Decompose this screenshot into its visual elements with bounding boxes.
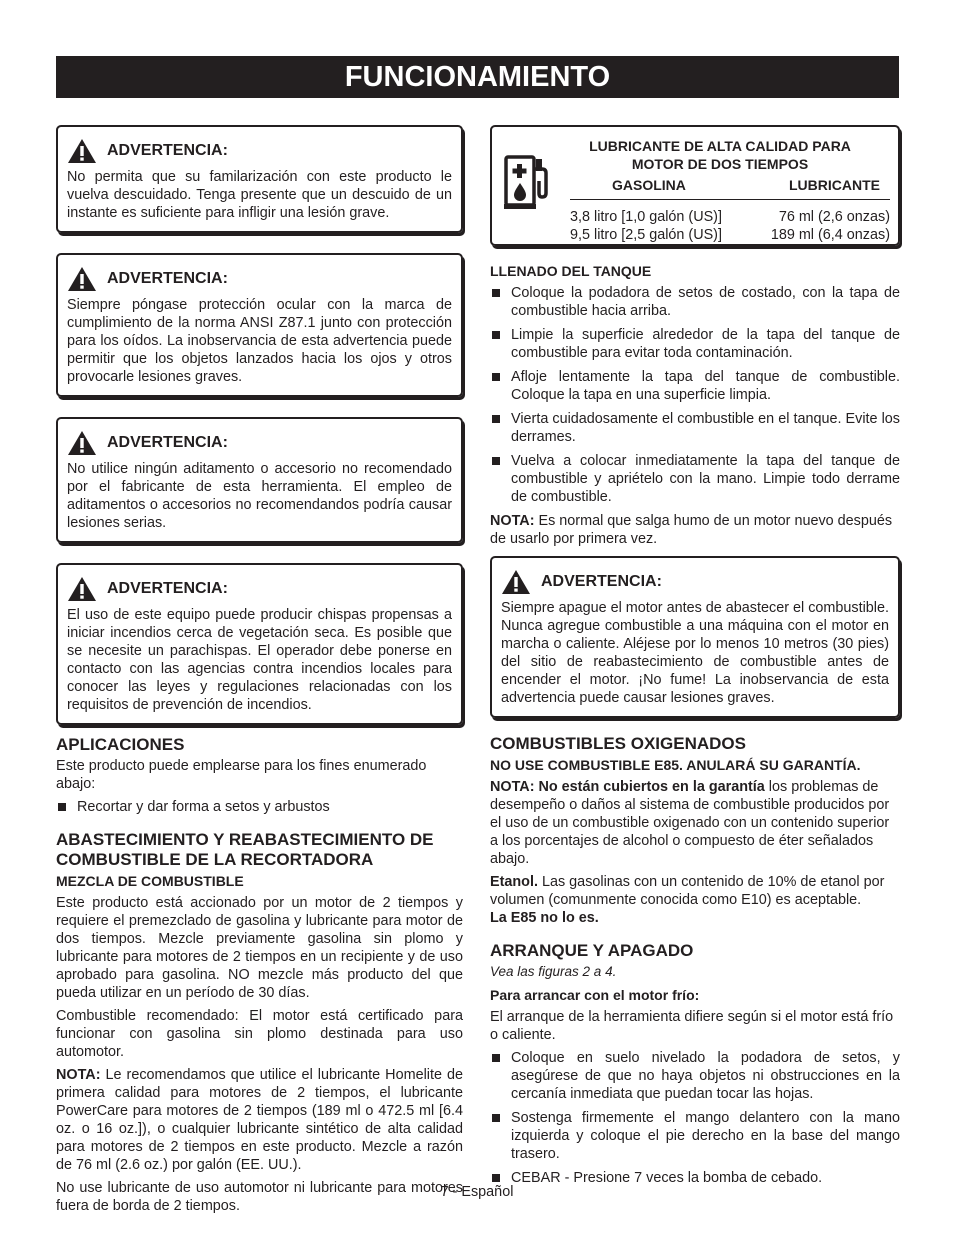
list-item: Sostenga firmemente el mango delantero con la mano izquierda y coloque el pie derecho en la base del mango trasero. bbox=[490, 1109, 900, 1163]
warning-title: ADVERTENCIA: bbox=[107, 580, 228, 597]
section-heading-aplicaciones: APLICACIONES bbox=[56, 735, 185, 754]
warning-text: Siempre póngase protección ocular con la marca de cumplimiento de la norma ANSI Z87.1 junto con protección para los oídos. La inobservancia de esta advertencia puede permitir que los objetos lanzados hacia los ojos y otros provocarle lesiones graves. bbox=[67, 297, 452, 385]
note-label: NOTA: bbox=[490, 513, 535, 529]
warning-box bbox=[56, 417, 463, 543]
bullet-list bbox=[56, 798, 463, 816]
table-cell: 189 ml (6,4 onzas) bbox=[770, 227, 890, 243]
page-title: FUNCIONAMIENTO bbox=[56, 56, 899, 98]
note-paragraph bbox=[490, 778, 900, 868]
note-label: NOTA: bbox=[56, 1067, 101, 1083]
list-item: Afloje lentamente la tapa del tanque de combustible. Coloque la tapa en una superficie limpia. bbox=[490, 368, 900, 404]
note-paragraph bbox=[490, 512, 900, 548]
fuel-mix-table bbox=[570, 177, 890, 244]
list-item: Limpie la superficie alrededor de la tapa del tanque de combustible para evitar toda contaminación. bbox=[490, 326, 900, 362]
table-cell: 9,5 litro [2,5 galón (US)] bbox=[570, 227, 722, 243]
table-row bbox=[570, 226, 890, 244]
table-cell: 3,8 litro [1,0 galón (US)] bbox=[570, 209, 722, 225]
right-column bbox=[490, 125, 900, 1193]
warning-title: ADVERTENCIA: bbox=[107, 142, 228, 159]
list-item: Coloque la podadora de setos de costado, con la tapa de combustible hacia arriba. bbox=[490, 284, 900, 320]
paragraph: El arranque de la herramienta difiere según si el motor está frío o caliente. bbox=[490, 1009, 894, 1043]
subheading-llenado: LLENADO DEL TANQUE bbox=[490, 263, 652, 279]
warning-box bbox=[56, 253, 463, 397]
section-heading-arranque: ARRANQUE Y APAGADO bbox=[490, 941, 694, 960]
table-row bbox=[570, 200, 890, 227]
subheading-e85: NO USE COMBUSTIBLE E85. ANULARÁ SU GARANTÍA. bbox=[490, 757, 861, 773]
paragraph: Este producto está accionado por un motor de 2 tiempos y requiere el premezclado de gasolina y lubricante para motor de dos tiempos. Mezcle previamente gasolina sin plomo y lubricante para motores de 2 tiempos en un recipiente y de uso aprobado para gasolina. NO mezcle más producto del que pueda utilizar en un período de 30 días. bbox=[56, 895, 463, 1001]
left-column bbox=[56, 125, 463, 1220]
column-header-lubricante: LUBRICANTE bbox=[749, 177, 890, 200]
fuel-table-heading: LUBRICANTE DE ALTA CALIDAD PARA MOTOR DE DOS TIEMPOS bbox=[589, 138, 851, 172]
table-cell: 76 ml (2,6 onzas) bbox=[778, 209, 890, 225]
note-paragraph bbox=[56, 1066, 463, 1174]
fuel-pump-icon bbox=[504, 155, 550, 211]
page-number: 7 - Español bbox=[440, 1184, 514, 1200]
warning-text: El uso de este equipo puede producir chispas propensas a iniciar incendios cerca de vegetación seca. Es posible que se necesite un parachispas. El operador debe ponerse en contacto con las agencias contra incendios locales para conocer las leyes y regulaciones relacionadas con los requisitos de prevención de incendios. bbox=[67, 607, 452, 713]
bullet-list bbox=[490, 284, 900, 506]
list-item: Vierta cuidadosamente el combustible en el tanque. Evite los derrames. bbox=[490, 410, 900, 446]
warning-triangle-icon bbox=[67, 266, 97, 292]
note-text: los problemas de desempeño o daños al sistema de combustible producidos por el uso de un combustible oxigenado con un contenido superior a los porcentajes de alcohol o compuesto de éter señalados abajo. bbox=[490, 779, 890, 867]
warning-text: Siempre apague el motor antes de abastecer el combustible. Nunca agregue combustible a una máquina con el motor en marcha o caliente. Aléjese por lo menos 10 metros (30 pies) del sitio de reabastecimiento de combustible antes de encender el motor. ¡No fume! La inobservancia de esta advertencia puede causar lesiones graves. bbox=[501, 600, 889, 706]
warning-box bbox=[490, 556, 900, 718]
paragraph: Combustible recomendado: El motor está certificado para funcionar con gasolina sin plomo destinada para uso automotor. bbox=[56, 1008, 463, 1060]
warning-triangle-icon bbox=[67, 430, 97, 456]
warning-title: ADVERTENCIA: bbox=[541, 573, 662, 590]
list-item: Recortar y dar forma a setos y arbustos bbox=[56, 798, 463, 816]
etanol-text: Las gasolinas con un contenido de 10% de etanol por volumen (comunmente conocida como E10) es aceptable. bbox=[490, 874, 885, 908]
etanol-paragraph bbox=[490, 873, 900, 927]
warning-text: No utilice ningún aditamento o accesorio no recomendado por el fabricante de esta herramienta. El empleo de aditamentos o accesorios no recomendandos podría causar lesiones serias. bbox=[67, 461, 452, 531]
warning-box bbox=[56, 563, 463, 725]
note-text: Le recomendamos que utilice el lubricante Homelite de primera calidad para motores de 2 tiempos, el lubricante PowerCare para motores de 2 tiempos (189 ml o 472.5 ml [6.4 oz. o 16 oz.]), o cualquier lubricante sintético de alta calidad para motores de 2 tiempos en este producto. Mezcle a razón de 76 ml (2.6 oz.) por galón (EE. UU.). bbox=[56, 1067, 463, 1173]
fuel-mix-table-box bbox=[490, 125, 900, 246]
warning-title: ADVERTENCIA: bbox=[107, 270, 228, 287]
subheading-motor-frio: Para arrancar con el motor frío: bbox=[490, 987, 700, 1003]
list-item: Coloque en suelo nivelado la podadora de setos, y asegúrese de que no haya objetos ni obstrucciones en la cercanía inmediata que puedan tocar las hojas. bbox=[490, 1049, 900, 1103]
warning-triangle-icon bbox=[501, 569, 531, 595]
paragraph: No use lubricante de uso automotor ni lubricante para motores fuera de borda de 2 tiempos. bbox=[56, 1180, 463, 1214]
list-item: Vuelva a colocar inmediatamente la tapa del tanque de combustible y apriételo con la mano. Limpie todo derrame de combustible. bbox=[490, 452, 900, 506]
warning-box bbox=[56, 125, 463, 233]
note-label: NOTA: No están cubiertos en la garantía bbox=[490, 779, 765, 795]
etanol-label: Etanol. bbox=[490, 874, 538, 890]
note-text: Es normal que salga humo de un motor nuevo después de usarlo por primera vez. bbox=[490, 513, 893, 547]
bullet-list bbox=[490, 1049, 900, 1187]
paragraph: Este producto puede emplearse para los fines enumerado abajo: bbox=[56, 758, 427, 792]
e85-text: La E85 no lo es. bbox=[490, 910, 599, 926]
subheading-mezcla: MEZCLA DE COMBUSTIBLE bbox=[56, 873, 244, 889]
section-heading-oxigenados: COMBUSTIBLES OXIGENADOS bbox=[490, 734, 746, 753]
warning-title: ADVERTENCIA: bbox=[107, 434, 228, 451]
warning-triangle-icon bbox=[67, 138, 97, 164]
section-heading-abastecimiento: ABASTECIMIENTO Y REABASTECIMIENTO DE COMBUSTIBLE DE LA RECORTADORA bbox=[56, 830, 434, 869]
warning-text: No permita que su familarización con este producto le vuelva descuidado. Tenga presente que un descuido de un instante es suficiente para infligir una lesión grave. bbox=[67, 169, 452, 221]
warning-triangle-icon bbox=[67, 576, 97, 602]
figure-reference: Vea las figuras 2 a 4. bbox=[490, 964, 617, 979]
list-item: CEBAR - Presione 7 veces la bomba de cebado. bbox=[490, 1169, 900, 1187]
column-header-gasolina: GASOLINA bbox=[570, 177, 749, 200]
